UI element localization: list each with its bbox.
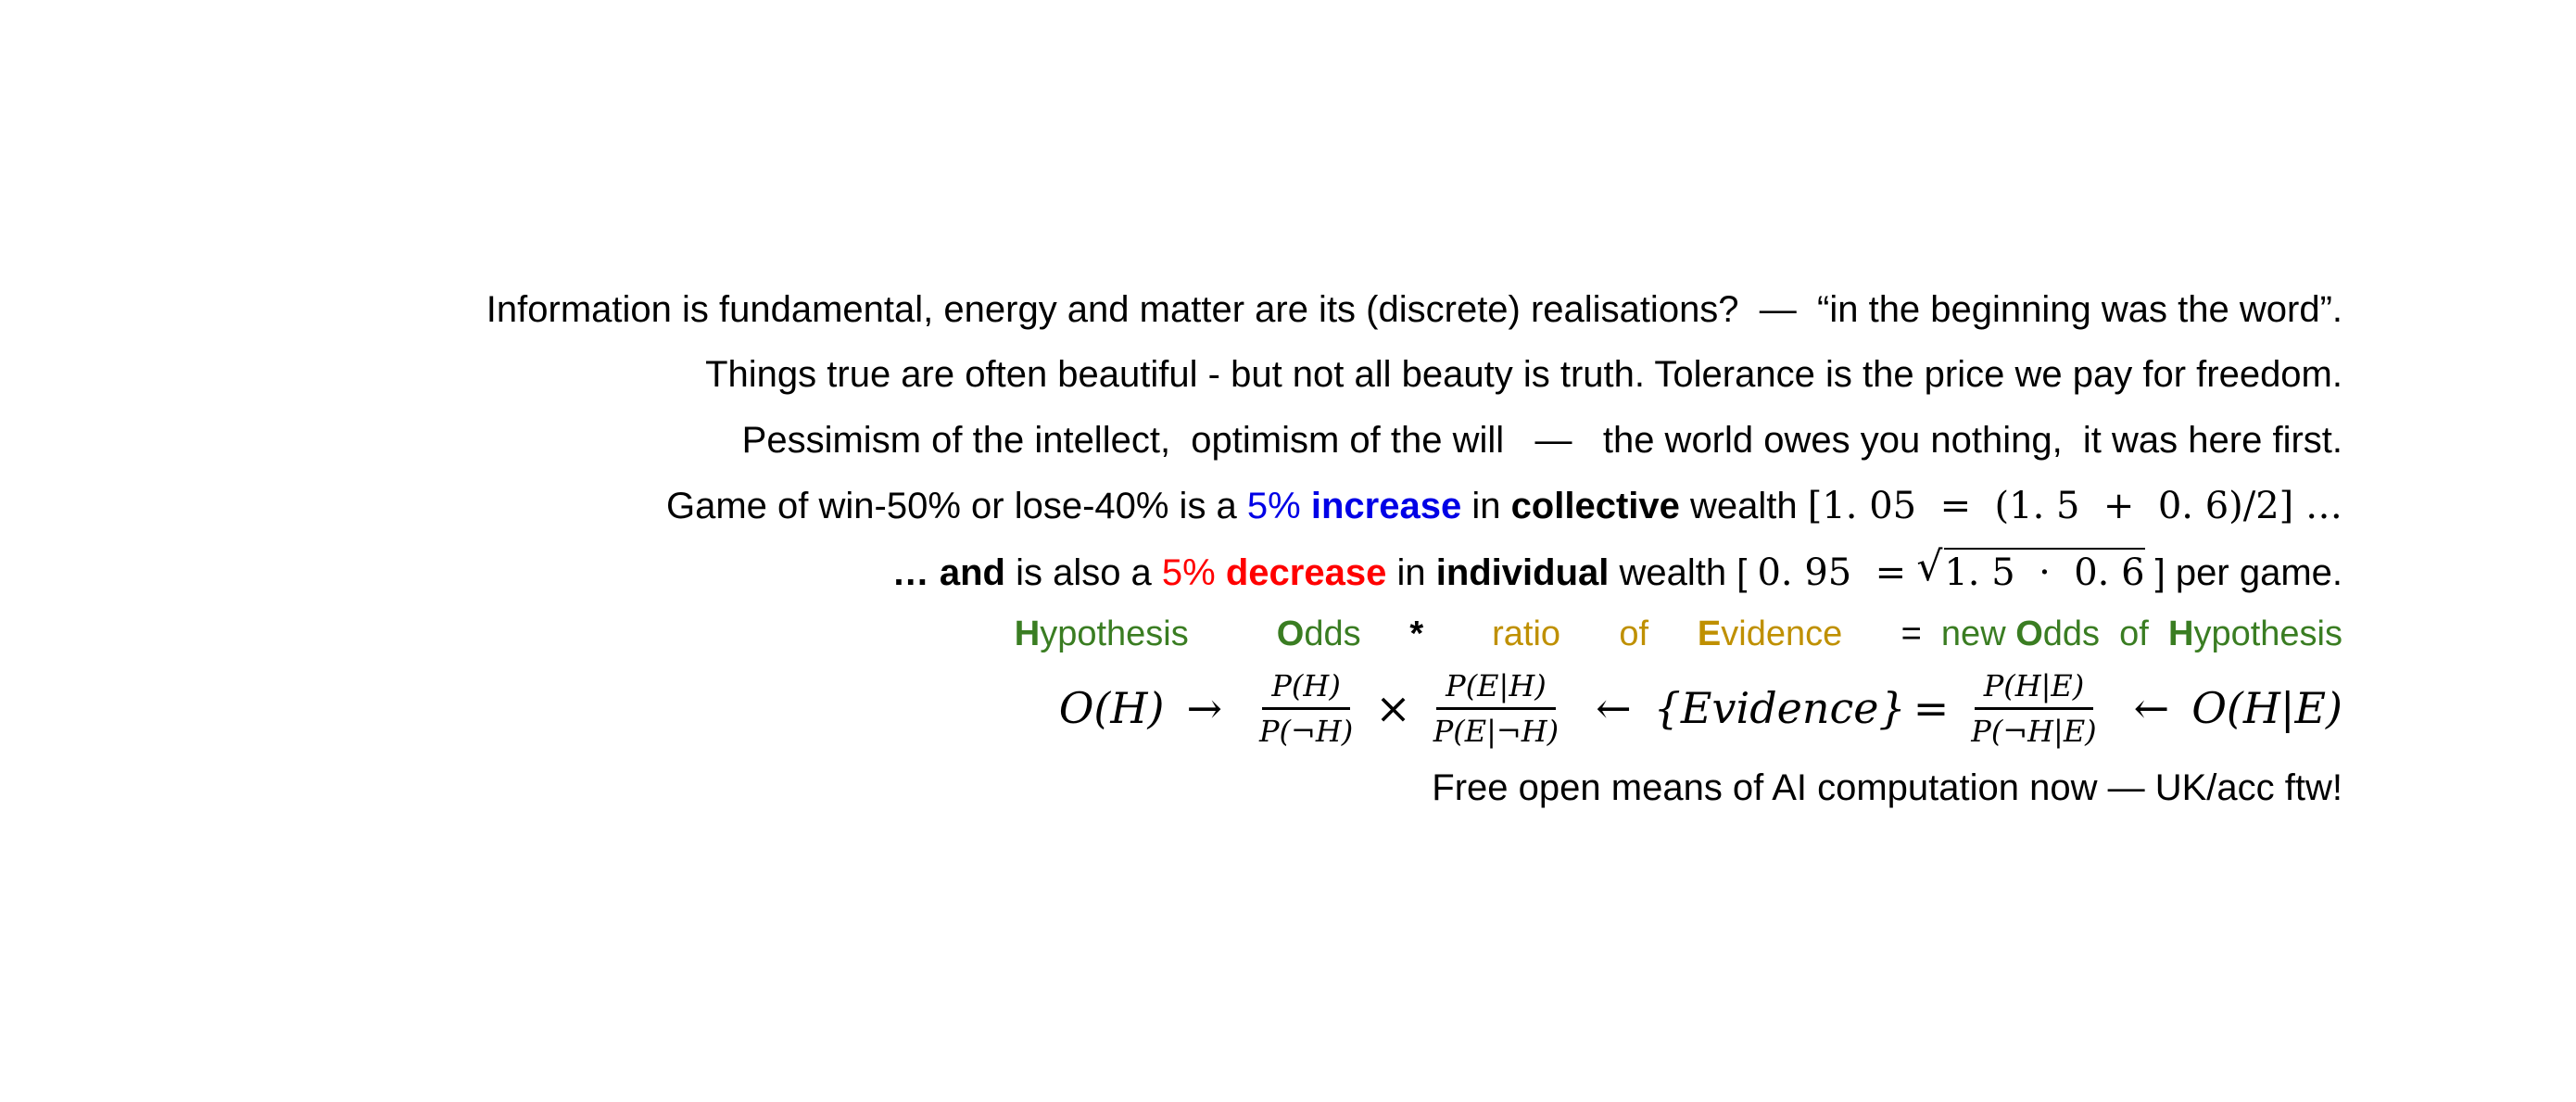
individual-word: individual	[1435, 552, 1610, 593]
evidence-initial: E	[1697, 614, 1722, 653]
odds-word: dds	[2042, 614, 2101, 653]
radical-sign: √	[1916, 543, 1943, 590]
quote-text: Things true are often beautiful - but not all beauty is truth. Tolerance is the price we pay for freedom.	[705, 354, 2342, 395]
text-segment: in	[1461, 486, 1511, 526]
ratio-word: ratio	[1492, 614, 1561, 653]
bayes-odds-formula	[1059, 664, 2342, 753]
and-word: and	[939, 552, 1005, 593]
increase-word: increase	[1310, 486, 1462, 526]
odds-word: dds	[1304, 614, 1361, 653]
equals-sign: =	[1900, 614, 1922, 653]
ellipsis: …	[891, 552, 929, 593]
right-arrow: →	[1186, 683, 1222, 733]
text-segment: ] per game.	[2144, 552, 2342, 593]
quote-text: Information is fundamental, energy and matter are its (discrete) realisations? — “in the beginning was the word”.	[486, 289, 2342, 330]
text-segment: Game of win-50% or lose-40% is a	[665, 486, 1247, 526]
likelihood-ratio-fraction	[1424, 668, 1568, 749]
closing-line	[1432, 766, 2342, 810]
wealth-line-collective	[666, 484, 2342, 528]
fraction-numerator: P(H)	[1262, 668, 1349, 710]
new-word: new	[1940, 614, 2006, 653]
prior-fraction	[1250, 668, 1362, 749]
evidence-word: vidence	[1721, 614, 1843, 653]
left-arrow: ←	[2133, 683, 2170, 733]
closing-text: Free open means of AI computation now — UK/acc ftw!	[1432, 767, 2342, 808]
hypothesis-initial: H	[1014, 614, 1041, 653]
geometric-mean-lhs: 0. 95 =	[1757, 551, 1907, 594]
multiply-star: *	[1409, 614, 1424, 653]
quote-line-information	[486, 287, 2342, 332]
text-segment: is also a	[1004, 552, 1162, 593]
radicand: 1. 5 · 0. 6	[1944, 548, 2144, 594]
odds-initial: O	[2015, 614, 2043, 653]
odds-initial: O	[1276, 614, 1305, 653]
wealth-line-individual	[891, 543, 2342, 595]
evidence-set: {Evidence}	[1653, 683, 1906, 733]
fraction-denominator: P(¬H)	[1258, 713, 1354, 749]
fraction-numerator: P(H|E)	[1975, 668, 2094, 710]
decrease-percent: 5%	[1161, 552, 1216, 593]
quote-text: Pessimism of the intellect, optimism of the will — the world owes you nothing, it was here first.	[741, 420, 2342, 461]
fraction-denominator: P(¬H|E)	[1971, 713, 2097, 749]
text-segment: wealth [	[1609, 552, 1758, 593]
left-arrow: ←	[1596, 683, 1632, 733]
fraction-denominator: P(E|¬H)	[1433, 713, 1559, 749]
prior-odds: O(H)	[1058, 683, 1165, 733]
hypothesis-word: ypothesis	[2193, 614, 2342, 653]
quote-line-beauty	[705, 352, 2342, 397]
square-root	[1916, 543, 2145, 595]
of-word: of	[2119, 614, 2149, 653]
fraction-numerator: P(E|H)	[1436, 668, 1556, 710]
arithmetic-mean-formula: [1. 05 = (1. 5 + 0. 6)/2] …	[1807, 485, 2342, 527]
of-word: of	[1619, 614, 1649, 653]
posterior-odds: O(H|E)	[2191, 683, 2342, 733]
bayes-word-equation	[1015, 612, 2342, 656]
decrease-word: decrease	[1225, 552, 1387, 593]
increase-percent: 5%	[1246, 486, 1301, 526]
quote-line-pessimism	[742, 418, 2342, 462]
hypothesis-initial: H	[2168, 614, 2194, 653]
posterior-fraction	[1962, 668, 2105, 749]
times-sign: ×	[1375, 683, 1411, 733]
equals-sign: =	[1913, 683, 1950, 733]
hypothesis-word: ypothesis	[1040, 614, 1189, 653]
text-segment: wealth	[1679, 486, 1808, 526]
text-segment: in	[1386, 552, 1436, 593]
collective-word: collective	[1510, 486, 1680, 526]
